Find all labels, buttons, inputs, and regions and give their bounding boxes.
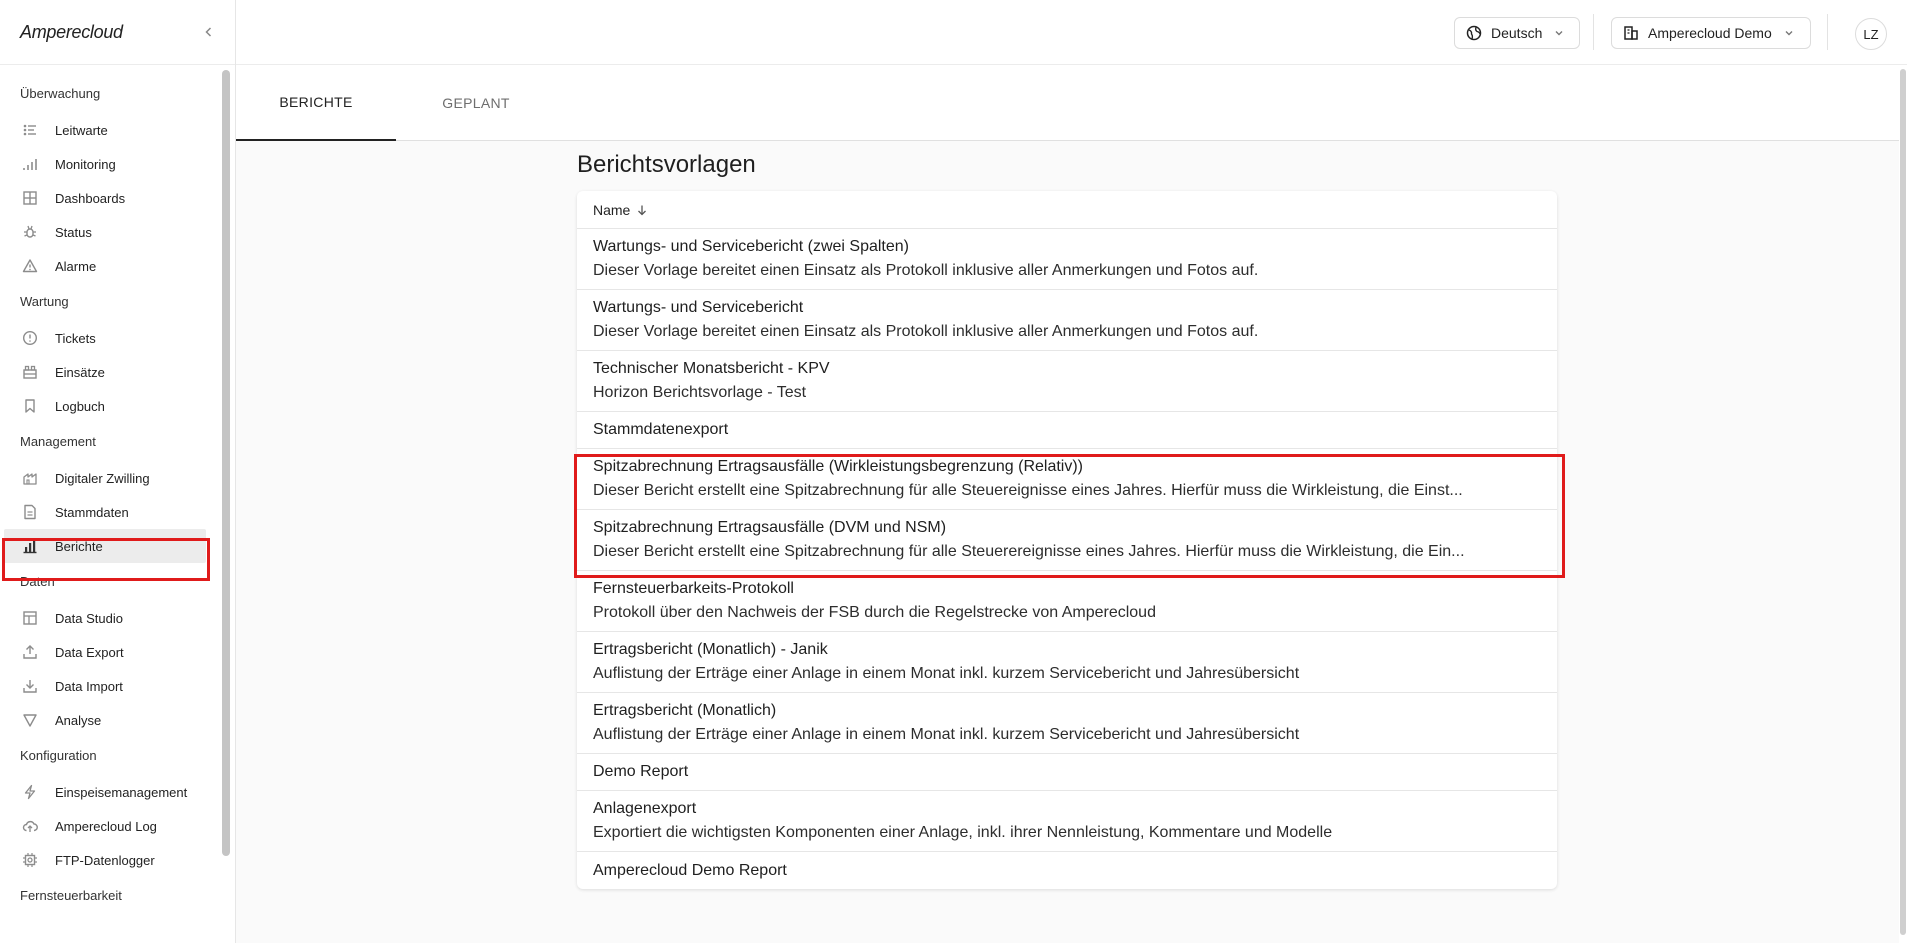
sidebar-item-digitaler-zwilling[interactable] <box>0 461 222 495</box>
sidebar-item-label: Stammdaten <box>55 504 129 520</box>
file-icon <box>20 502 40 522</box>
report-description: Auflistung der Erträge einer Anlage in einem Monat inkl. kurzem Servicebericht und Jahresübersicht <box>593 665 1300 682</box>
briefcase-icon <box>20 362 40 382</box>
sidebar-item-label: FTP-Datenlogger <box>55 852 155 868</box>
report-description: Protokoll über den Nachweis der FSB durch die Regelstrecke von Amperecloud <box>593 604 1156 621</box>
table-row[interactable] <box>577 290 1557 351</box>
nav-section-title: Management <box>20 434 96 449</box>
chevron-left-icon <box>203 26 215 38</box>
alert-circle-icon <box>20 328 40 348</box>
table-row[interactable] <box>577 510 1557 571</box>
tab-geplant[interactable]: GEPLANT <box>442 95 510 111</box>
topbar-divider <box>1593 14 1594 50</box>
sidebar-item-monitoring[interactable] <box>0 147 222 181</box>
report-description: Dieser Vorlage bereitet einen Einsatz als Protokoll inklusive aller Anmerkungen und Fotos auf. <box>593 323 1259 340</box>
brand-logo: Amperecloud <box>20 21 123 42</box>
sidebar-item-einspeisemanagement[interactable] <box>0 775 222 809</box>
report-description: Dieser Bericht erstellt eine Spitzabrechnung für alle Steuerereignisse eines Jahres. Hierfür muss die Wirkleistung, die Ein... <box>593 543 1465 560</box>
report-title: Spitzabrechnung Ertragsausfälle (Wirkleistungsbegrenzung (Relativ)) <box>593 458 1084 475</box>
sidebar-item-label: Data Studio <box>55 610 123 626</box>
table-row[interactable] <box>577 693 1557 754</box>
bookmark-icon <box>20 396 40 416</box>
tab-berichte[interactable]: BERICHTE <box>236 65 396 141</box>
sidebar-item-einsätze[interactable] <box>0 355 222 389</box>
language-select[interactable] <box>1454 17 1580 49</box>
report-description: Dieser Bericht erstellt eine Spitzabrechnung für alle Steuereignisse eines Jahres. Hierfür muss die Wirkleistung, die Einst... <box>593 482 1463 499</box>
sidebar-item-ftp-datenlogger[interactable] <box>0 843 222 877</box>
layout-icon <box>20 608 40 628</box>
sidebar-item-label: Data Import <box>55 678 123 694</box>
report-title: Anlagenexport <box>593 800 697 817</box>
topbar-divider <box>1827 14 1828 50</box>
report-description: Dieser Vorlage bereitet einen Einsatz als Protokoll inklusive aller Anmerkungen und Fotos auf. <box>593 262 1259 279</box>
table-row[interactable] <box>577 754 1557 791</box>
sidebar-item-tickets[interactable] <box>0 321 222 355</box>
sidebar-item-dashboards[interactable] <box>0 181 222 215</box>
report-title: Stammdatenexport <box>593 421 729 438</box>
table-row[interactable] <box>577 449 1557 510</box>
download-icon <box>20 676 40 696</box>
sidebar-item-label: Dashboards <box>55 190 126 206</box>
chip-icon <box>20 850 40 870</box>
sidebar-item-alarme[interactable] <box>0 249 222 283</box>
building-icon <box>1622 24 1640 42</box>
report-title: Fernsteuerbarkeits-Protokoll <box>593 580 794 597</box>
list-icon <box>20 120 40 140</box>
report-title: Demo Report <box>593 763 689 780</box>
bar-chart-icon <box>20 536 40 556</box>
chevron-down-icon <box>1554 28 1564 38</box>
user-avatar[interactable]: LZ <box>1855 18 1887 50</box>
report-templates-table <box>577 191 1557 889</box>
top-bar <box>236 0 1907 65</box>
report-title: Amperecloud Demo Report <box>593 861 787 879</box>
column-header-name[interactable] <box>577 191 1557 229</box>
sidebar-item-leitwarte[interactable] <box>0 113 222 147</box>
nav-section-title: Überwachung <box>20 86 101 101</box>
sidebar-item-amperecloud-log[interactable] <box>0 809 222 843</box>
table-body <box>577 229 1557 889</box>
report-description: Auflistung der Erträge einer Anlage in einem Monat inkl. kurzem Servicebericht und Jahresübersicht <box>593 726 1300 743</box>
warning-icon <box>20 256 40 276</box>
sidebar-item-label: Einsätze <box>55 364 105 380</box>
main-scrollbar[interactable] <box>1899 65 1907 943</box>
table-row[interactable] <box>577 632 1557 693</box>
organization-label: Amperecloud Demo <box>1648 25 1772 41</box>
nav-section-title: Konfiguration <box>20 748 97 763</box>
grid-icon <box>20 188 40 208</box>
table-row[interactable] <box>577 852 1557 889</box>
report-title: Technischer Monatsbericht - KPV <box>593 360 830 377</box>
chevron-down-icon <box>1784 28 1794 38</box>
sidebar-item-logbuch[interactable] <box>0 389 222 423</box>
sidebar-nav <box>0 65 222 943</box>
table-row[interactable] <box>577 412 1557 449</box>
sidebar-item-label: Amperecloud Log <box>55 818 157 834</box>
sidebar-item-status[interactable] <box>0 215 222 249</box>
sidebar-item-berichte[interactable] <box>4 529 206 563</box>
sidebar-item-data-studio[interactable] <box>0 601 222 635</box>
nav-section-title: Fernsteuerbarkeit <box>20 888 122 903</box>
page-title: Berichtsvorlagen <box>577 151 756 178</box>
table-row[interactable] <box>577 229 1557 290</box>
nav-section-title: Wartung <box>20 294 69 309</box>
sidebar <box>0 0 236 943</box>
report-title: Wartungs- und Servicebericht <box>593 299 804 316</box>
arrow-down-icon <box>636 204 648 216</box>
main-scrollbar-thumb[interactable] <box>1900 69 1906 935</box>
bug-icon <box>20 222 40 242</box>
filter-icon <box>20 710 40 730</box>
sidebar-item-label: Monitoring <box>55 156 116 172</box>
report-title: Ertragsbericht (Monatlich) - Janik <box>593 641 828 658</box>
sidebar-item-label: Leitwarte <box>55 122 108 138</box>
sidebar-item-label: Alarme <box>55 258 97 274</box>
report-title: Wartungs- und Servicebericht (zwei Spalten) <box>593 238 909 255</box>
sidebar-item-data-export[interactable] <box>0 635 222 669</box>
report-title: Spitzabrechnung Ertragsausfälle (DVM und NSM) <box>593 519 947 536</box>
signal-icon <box>20 154 40 174</box>
sidebar-item-label: Einspeisemanagement <box>55 784 188 800</box>
report-description: Exportiert die wichtigsten Komponenten einer Anlage, inkl. ihrer Nennleistung, Kommentare und Modelle <box>593 824 1333 841</box>
report-description: Horizon Berichtsvorlage - Test <box>593 384 807 401</box>
sidebar-scrollbar[interactable] <box>222 70 230 856</box>
sidebar-item-label: Analyse <box>55 712 102 728</box>
cloud-upload-icon <box>20 816 40 836</box>
sidebar-item-analyse[interactable] <box>0 703 222 737</box>
factory-icon <box>20 468 40 488</box>
sidebar-item-stammdaten[interactable] <box>0 495 222 529</box>
upload-icon <box>20 642 40 662</box>
sidebar-item-label: Tickets <box>55 330 96 346</box>
globe-icon <box>1465 24 1483 42</box>
nav-section-title: Daten <box>20 574 55 589</box>
sidebar-item-label: Data Export <box>55 644 124 660</box>
lightning-icon <box>20 782 40 802</box>
table-row[interactable] <box>577 571 1557 632</box>
table-row[interactable] <box>577 791 1557 852</box>
brand-header <box>0 0 235 65</box>
table-row[interactable] <box>577 351 1557 412</box>
collapse-sidebar-button[interactable] <box>199 22 219 42</box>
sidebar-item-label: Digitaler Zwilling <box>55 470 150 486</box>
column-header-label: Name <box>593 201 631 218</box>
tab-bar <box>236 65 1899 141</box>
sidebar-item-label: Berichte <box>55 538 103 554</box>
language-label: Deutsch <box>1491 25 1543 41</box>
report-title: Ertragsbericht (Monatlich) <box>593 702 777 719</box>
sidebar-item-data-import[interactable] <box>0 669 222 703</box>
sidebar-item-label: Status <box>55 224 92 240</box>
sidebar-item-label: Logbuch <box>55 398 105 414</box>
organization-select[interactable] <box>1611 17 1811 49</box>
